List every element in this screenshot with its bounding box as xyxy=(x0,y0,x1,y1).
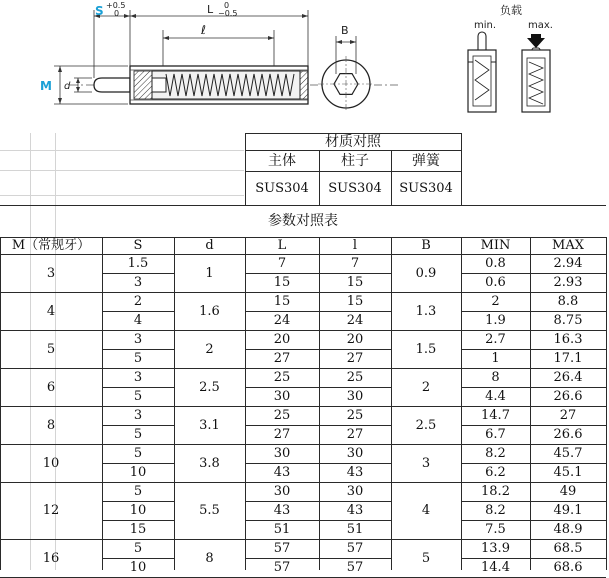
param-min: 18.2 xyxy=(481,484,510,499)
param-l: 30 xyxy=(346,446,364,461)
material-header: 主体 xyxy=(268,152,296,169)
param-b: 2 xyxy=(421,379,431,395)
param-min: 1 xyxy=(491,351,500,366)
params-header: MIN xyxy=(480,238,511,253)
param-s: 2 xyxy=(133,294,143,309)
param-d: 3.1 xyxy=(199,417,220,433)
param-min: 14.4 xyxy=(481,560,510,575)
param-l: 27 xyxy=(346,351,364,366)
params-header: d xyxy=(205,238,214,253)
param-L: 30 xyxy=(273,389,291,404)
param-b: 2.5 xyxy=(415,417,437,433)
table-rule xyxy=(174,237,175,570)
params-header: L xyxy=(277,238,287,253)
param-max: 45.1 xyxy=(553,465,583,480)
param-min: 4.4 xyxy=(485,389,506,404)
params-header: l xyxy=(352,238,358,253)
param-min: 14.7 xyxy=(481,408,510,423)
param-m: 10 xyxy=(42,455,60,471)
params-header: M（常规牙） xyxy=(11,238,91,253)
param-min: 7.5 xyxy=(485,522,506,537)
param-L: 43 xyxy=(273,465,291,480)
technical-drawing xyxy=(0,0,609,133)
load-diagram xyxy=(468,3,553,112)
param-max: 49.1 xyxy=(553,503,583,518)
table-rule xyxy=(0,150,244,151)
param-min: 6.7 xyxy=(485,427,506,442)
param-b: 0.9 xyxy=(415,265,437,281)
param-b: 1.3 xyxy=(415,303,437,319)
param-s: 5 xyxy=(133,446,143,461)
param-l: 57 xyxy=(346,541,364,556)
param-s: 5 xyxy=(133,389,143,404)
dim-m-label: M xyxy=(40,79,52,93)
material-title: 材质对照 xyxy=(325,133,381,150)
param-l: 7 xyxy=(350,256,360,271)
param-b: 1.5 xyxy=(415,341,437,357)
dim-l-label: L xyxy=(207,3,214,16)
dim-s-lower: 0 xyxy=(114,9,120,18)
param-max: 16.3 xyxy=(553,332,583,347)
param-l: 20 xyxy=(346,332,364,347)
param-min: 13.9 xyxy=(481,541,510,556)
dim-d-label: d xyxy=(64,81,71,92)
param-l: 30 xyxy=(346,484,364,499)
param-l: 43 xyxy=(346,465,364,480)
param-s: 3 xyxy=(133,332,143,347)
dim-l-upper: 0 xyxy=(224,1,230,10)
table-rule xyxy=(102,237,103,570)
param-max: 2.93 xyxy=(553,275,583,290)
param-l: 25 xyxy=(346,408,364,423)
param-min: 6.2 xyxy=(485,465,506,480)
param-L: 15 xyxy=(273,275,291,290)
param-s: 3 xyxy=(133,408,143,423)
param-L: 24 xyxy=(273,313,291,328)
param-L: 15 xyxy=(273,294,291,309)
table-rule xyxy=(0,237,1,570)
param-L: 57 xyxy=(273,541,291,556)
param-l: 15 xyxy=(346,294,364,309)
param-s: 10 xyxy=(129,560,147,575)
param-L: 30 xyxy=(273,446,291,461)
param-l: 30 xyxy=(346,389,364,404)
param-s: 5 xyxy=(133,541,143,556)
param-L: 30 xyxy=(273,484,291,499)
param-min: 2 xyxy=(491,294,500,309)
param-max: 2.94 xyxy=(553,256,583,271)
material-value: SUS304 xyxy=(328,180,382,196)
plunger-nose xyxy=(94,78,130,92)
param-max: 8.8 xyxy=(557,294,579,309)
param-max: 48.9 xyxy=(553,522,583,537)
param-L: 20 xyxy=(273,332,291,347)
param-m: 12 xyxy=(42,503,60,518)
param-max: 68.5 xyxy=(553,541,583,556)
param-s: 5 xyxy=(133,427,143,442)
param-d: 2.5 xyxy=(199,379,220,395)
param-s: 5 xyxy=(133,484,143,499)
table-rule xyxy=(606,237,607,570)
param-l: 25 xyxy=(346,370,364,385)
threaded-body xyxy=(130,66,308,104)
param-s: 3 xyxy=(133,370,143,385)
param-L: 43 xyxy=(273,503,291,518)
param-l: 24 xyxy=(346,313,364,328)
dim-s-upper: +0.5 xyxy=(106,1,126,10)
param-L: 7 xyxy=(277,256,287,271)
material-header: 柱子 xyxy=(341,152,369,169)
param-min: 0.8 xyxy=(485,256,506,271)
table-rule xyxy=(461,133,462,205)
param-max: 45.7 xyxy=(553,446,583,461)
param-l: 43 xyxy=(346,503,364,518)
dim-b-label: B xyxy=(341,24,349,37)
param-max: 17.1 xyxy=(553,351,583,366)
max-label: max. xyxy=(528,20,553,31)
table-rule xyxy=(0,170,244,171)
table-rule xyxy=(461,237,462,570)
param-L: 51 xyxy=(273,522,291,537)
param-s: 10 xyxy=(129,465,147,480)
param-b: 5 xyxy=(421,550,431,566)
load-label: 负载 xyxy=(500,4,522,17)
params-header: S xyxy=(133,238,143,253)
param-s: 15 xyxy=(129,522,147,537)
param-b: 3 xyxy=(421,455,431,471)
table-rule xyxy=(530,237,531,570)
param-min: 0.6 xyxy=(485,275,506,290)
param-max: 26.4 xyxy=(553,370,583,385)
param-L: 25 xyxy=(273,370,291,385)
param-s: 10 xyxy=(129,503,147,518)
params-title: 参数对照表 xyxy=(268,213,338,229)
param-s: 5 xyxy=(133,351,143,366)
param-d: 1.6 xyxy=(199,303,220,319)
param-max: 26.6 xyxy=(553,389,583,404)
param-min: 8.2 xyxy=(485,446,506,461)
param-min: 2.7 xyxy=(485,332,506,347)
param-L: 57 xyxy=(273,560,291,575)
param-max: 27 xyxy=(559,408,577,423)
param-d: 5.5 xyxy=(199,503,220,518)
param-m: 6 xyxy=(46,379,56,395)
param-m: 3 xyxy=(46,265,56,281)
param-L: 25 xyxy=(273,408,291,423)
param-min: 8.2 xyxy=(485,503,506,518)
table-rule xyxy=(319,237,320,570)
params-header: MAX xyxy=(552,238,584,253)
param-L: 27 xyxy=(273,351,291,366)
dim-ell-label: ℓ xyxy=(201,23,206,37)
param-s: 4 xyxy=(133,313,143,328)
load-arrow-icon xyxy=(527,34,545,48)
material-value: SUS304 xyxy=(399,180,453,196)
param-m: 5 xyxy=(46,341,56,357)
param-max: 68.6 xyxy=(553,560,583,575)
param-l: 51 xyxy=(346,522,364,537)
table-rule xyxy=(245,237,246,570)
material-value: SUS304 xyxy=(255,180,309,196)
param-b: 4 xyxy=(421,503,431,518)
param-l: 15 xyxy=(346,275,364,290)
param-d: 3.8 xyxy=(199,455,220,471)
param-L: 27 xyxy=(273,427,291,442)
param-l: 27 xyxy=(346,427,364,442)
param-d: 8 xyxy=(205,550,214,566)
param-m: 8 xyxy=(46,417,56,433)
param-max: 49 xyxy=(559,484,577,499)
min-label: min. xyxy=(474,20,497,31)
dim-s-label: S xyxy=(95,4,104,18)
table-rule xyxy=(0,195,244,196)
param-min: 1.9 xyxy=(485,313,506,328)
material-header: 弹簧 xyxy=(412,152,440,169)
param-l: 57 xyxy=(346,560,364,575)
param-s: 1.5 xyxy=(127,256,149,271)
table-rule xyxy=(391,237,392,570)
param-s: 3 xyxy=(133,275,143,290)
param-m: 4 xyxy=(46,303,56,319)
param-m: 16 xyxy=(42,550,60,566)
param-d: 1 xyxy=(205,265,214,281)
params-header: B xyxy=(421,238,431,253)
param-d: 2 xyxy=(205,341,214,357)
param-max: 26.6 xyxy=(553,427,583,442)
param-max: 8.75 xyxy=(553,313,583,328)
hex-socket-end-view xyxy=(318,56,374,112)
dim-l-lower: −0.5 xyxy=(218,9,238,18)
param-min: 8 xyxy=(491,370,500,385)
